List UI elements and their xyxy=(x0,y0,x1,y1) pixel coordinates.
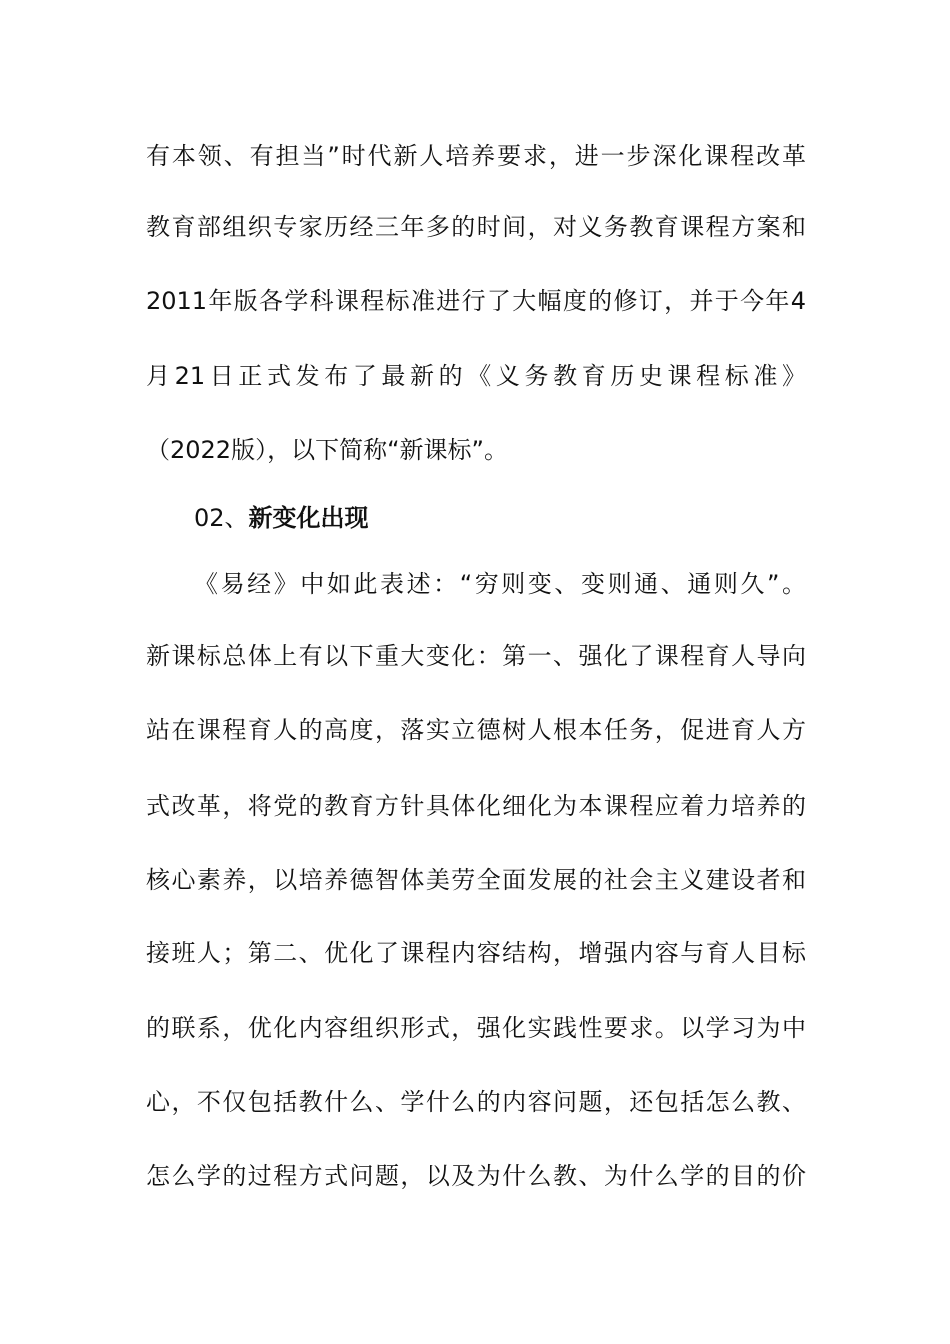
paragraph-line-4: 月21日正式发布了最新的《义务教育历史课程标准》 xyxy=(146,362,806,390)
paragraph-line-14: 怎么学的过程方式问题，以及为什么教、为什么学的目的价 xyxy=(146,1162,806,1190)
paragraph-line-9: 式改革，将党的教育方针具体化细化为本课程应着力培养的 xyxy=(146,792,806,820)
paragraph-line-2: 教育部组织专家历经三年多的时间，对义务教育课程方案和 xyxy=(146,213,806,241)
section-heading xyxy=(194,502,369,534)
paragraph-line-5: （2022版），以下简称“新课标”。 xyxy=(146,436,508,464)
paragraph-line-3: 2011年版各学科课程标准进行了大幅度的修订，并于今年4 xyxy=(146,287,806,315)
section-heading-title: 新变化出现 xyxy=(248,504,369,532)
paragraph-line-6: 《易经》中如此表述：“穷则变、变则通、通则久”。 xyxy=(194,570,806,598)
paragraph-line-12: 的联系，优化内容组织形式，强化实践性要求。以学习为中 xyxy=(146,1014,806,1042)
paragraph-line-10: 核心素养，以培养德智体美劳全面发展的社会主义建设者和 xyxy=(146,866,806,894)
paragraph-line-7: 新课标总体上有以下重大变化：第一、强化了课程育人导向 xyxy=(146,642,806,670)
paragraph-line-8: 站在课程育人的高度，落实立德树人根本任务，促进育人方 xyxy=(146,716,806,744)
paragraph-line-1: 有本领、有担当”时代新人培养要求，进一步深化课程改革 xyxy=(146,142,806,170)
paragraph-line-11: 接班人；第二、优化了课程内容结构，增强内容与育人目标 xyxy=(146,939,806,967)
section-heading-number: 02、 xyxy=(194,504,249,532)
paragraph-line-13: 心，不仅包括教什么、学什么的内容问题，还包括怎么教、 xyxy=(146,1088,806,1116)
